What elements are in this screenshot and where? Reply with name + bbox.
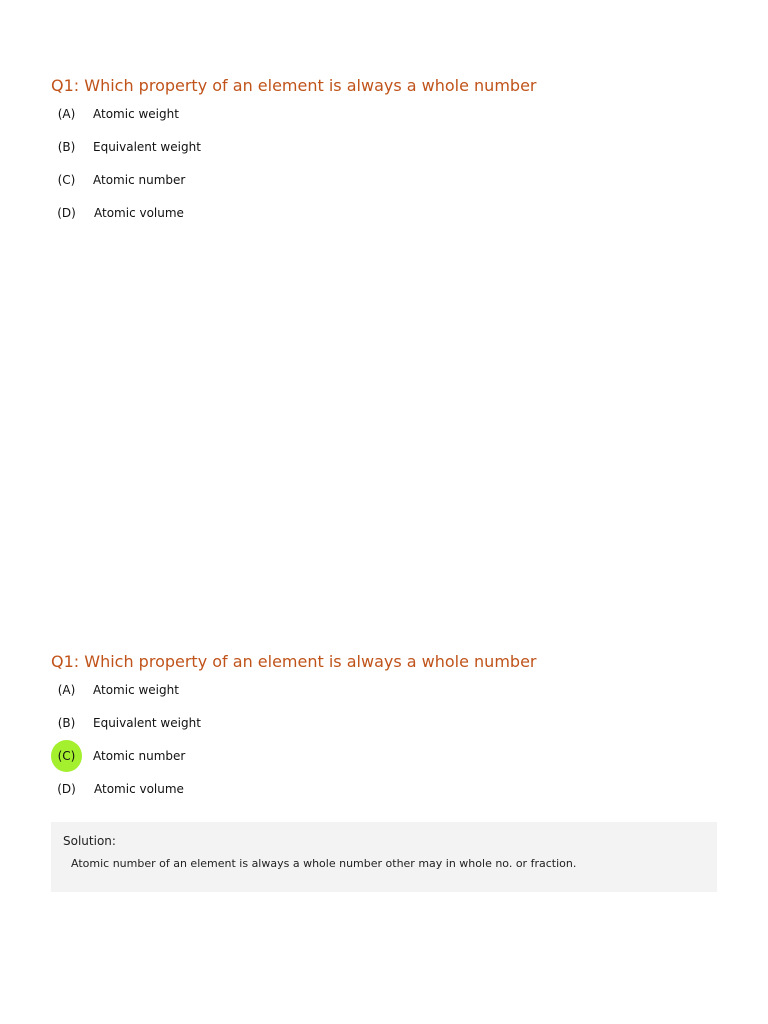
- question-block-answered: [51, 652, 717, 796]
- solution-text: Atomic number of an element is always a whole number other may in whole no. or fraction.: [71, 857, 577, 870]
- option-key: (A): [57, 683, 76, 697]
- option-a[interactable]: [51, 674, 451, 706]
- option-key: (D): [57, 206, 76, 220]
- option-text: Atomic number: [93, 173, 186, 187]
- option-text: Atomic number: [93, 749, 186, 763]
- option-a[interactable]: [51, 98, 451, 130]
- option-text: Equivalent weight: [93, 140, 201, 154]
- option-text: Equivalent weight: [93, 716, 201, 730]
- correct-answer-badge: (C): [51, 740, 82, 772]
- question-title: Q1: Which property of an element is always a whole number: [51, 652, 537, 671]
- option-key: (B): [57, 716, 76, 730]
- option-text: Atomic volume: [94, 206, 184, 220]
- option-key: (A): [57, 107, 76, 121]
- solution-heading: Solution:: [63, 834, 116, 848]
- option-d[interactable]: [51, 197, 451, 229]
- solution-box: [51, 822, 717, 892]
- option-key: (B): [57, 140, 76, 154]
- option-d[interactable]: [51, 773, 451, 805]
- option-c[interactable]: [51, 164, 451, 196]
- option-text: Atomic weight: [93, 683, 179, 697]
- question-block-unanswered: [51, 76, 717, 220]
- option-b[interactable]: [51, 707, 451, 739]
- option-key: (C): [57, 173, 76, 187]
- option-b[interactable]: [51, 131, 451, 163]
- option-text: Atomic weight: [93, 107, 179, 121]
- option-text: Atomic volume: [94, 782, 184, 796]
- option-key: (D): [57, 782, 76, 796]
- question-title: Q1: Which property of an element is always a whole number: [51, 76, 537, 95]
- option-c-correct[interactable]: [51, 740, 451, 772]
